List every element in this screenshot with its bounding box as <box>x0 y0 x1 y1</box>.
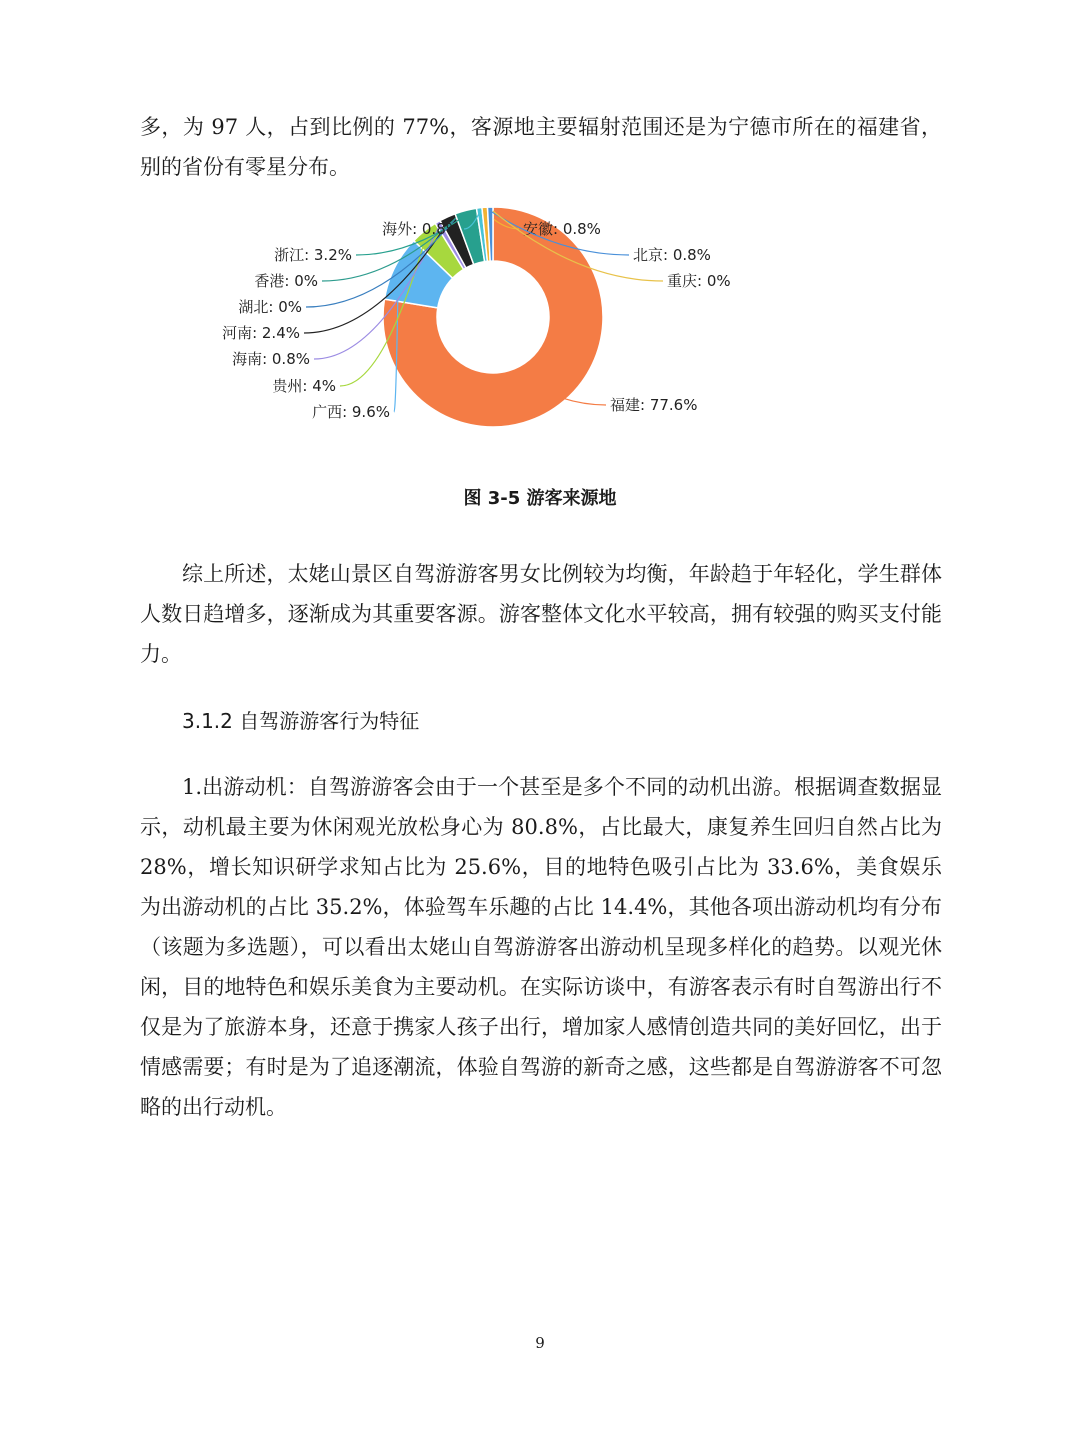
slice-label-贵州: 贵州: 4% <box>272 377 336 395</box>
figure-caption: 图 3-5 游客来源地 <box>463 488 617 509</box>
slice-label-广西: 广西: 9.6% <box>312 403 390 421</box>
page-number: 9 <box>535 1334 545 1352</box>
slice-label-浙江: 浙江: 3.2% <box>274 246 352 264</box>
section-heading: 3.1.2 自驾游游客行为特征 <box>182 709 420 733</box>
slice-label-河南: 河南: 2.4% <box>222 324 300 342</box>
leader-line-福建 <box>562 398 606 405</box>
slice-label-香港: 香港: 0% <box>254 272 318 290</box>
source-region-donut-chart <box>180 205 780 435</box>
intro-paragraph: 多，为 97 人，占到比例的 77%，客源地主要辐射范围还是为宁德市所在的福建省，别的省份有零星分布。 <box>140 115 942 179</box>
slice-label-北京: 北京: 0.8% <box>633 246 711 264</box>
slice-label-海外: 海外: 0.8% <box>382 220 460 238</box>
motivation-paragraph: 1.出游动机：自驾游游客会由于一个甚至是多个不同的动机出游。根据调查数据显示，动机最主要为休闲观光放松身心为 80.8%，占比最大，康复养生回归自然占比为 28%，增长知识研学求知占比为 25.6%，目的地特色吸引占比为 33.6%，美食娱乐为出游动机的占比 35.2%，体验驾车乐趣的占比 14.4%，其他各项出游动机均有分布（该题为多选题），可以看出太姥山自驾游游客出游动机呈现多样化的趋势。以观光休闲，目的地特色和娱乐美食为主要动机。在实际访谈中，有游客表示有时自驾游出行不仅是为了旅游本身，还意于携家人孩子出行，增加家人感情创造共同的美好回忆，出于情感需要；有时是为了追逐潮流，体验自驾游的新奇之感，这些都是自驾游游客不可忽略的出行动机。 <box>140 775 942 1119</box>
slice-label-湖北: 湖北: 0% <box>238 298 302 316</box>
slice-label-重庆: 重庆: 0% <box>667 272 731 290</box>
slice-label-福建: 福建: 77.6% <box>610 396 698 414</box>
slice-label-海南: 海南: 0.8% <box>232 350 310 368</box>
slice-label-安徽: 安徽: 0.8% <box>523 220 601 238</box>
summary-paragraph: 综上所述，太姥山景区自驾游游客男女比例较为均衡，年龄趋于年轻化，学生群体人数日趋增多，逐渐成为其重要客源。游客整体文化水平较高，拥有较强的购买支付能力。 <box>140 562 942 666</box>
